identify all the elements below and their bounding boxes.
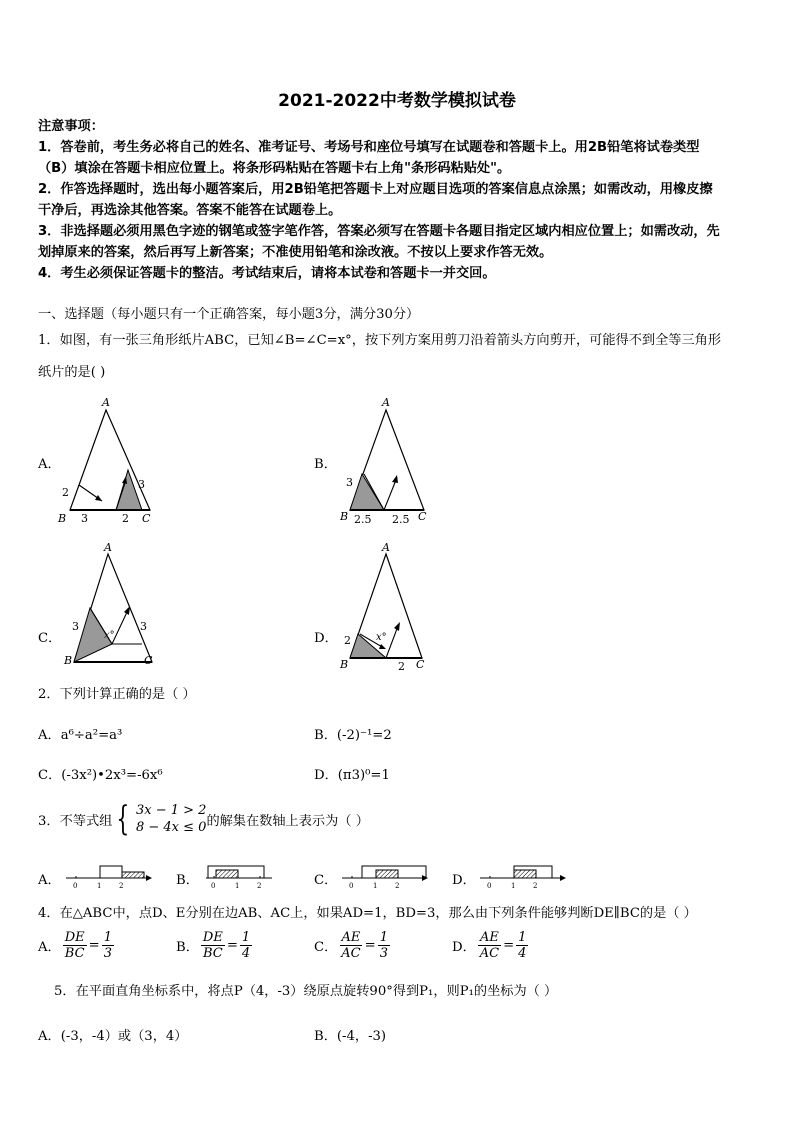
notes-line: 划掉原来的答案，然后再写上新答案；不准使用铅笔和涂改液。不按以上要求作答无效。 bbox=[38, 245, 553, 260]
fraction bbox=[63, 930, 87, 961]
denominator: BC bbox=[64, 946, 85, 961]
tick-label: 1 bbox=[511, 882, 516, 890]
q3-number-line-c bbox=[338, 860, 430, 890]
numerator: 1 bbox=[241, 930, 251, 945]
q3-suffix: 的解集在数轴上表示为（ ） bbox=[206, 813, 369, 829]
question-5-stem: 5．在平面直角坐标系中，将点P（4，-3）绕原点旋转90°得到P₁，则P₁的坐标为（ ） bbox=[54, 984, 558, 999]
fraction bbox=[378, 930, 390, 961]
option-text: (-2)⁻¹=2 bbox=[336, 728, 392, 743]
q1-figure-b bbox=[336, 392, 436, 530]
angle-label: x° bbox=[104, 630, 115, 641]
vertex-c-label: C bbox=[144, 654, 153, 667]
tick-label: 2 bbox=[395, 882, 400, 890]
q1-option-d-label: D． bbox=[314, 631, 338, 646]
q4-option-b bbox=[176, 930, 254, 961]
notes-line: 2．作答选择题时，选出每小题答案后，用2B铅笔把答题卡上对应题目选项的答案信息点涂黑；如需改动，用橡皮擦 bbox=[38, 182, 713, 197]
q3-option-d-label: D． bbox=[452, 873, 476, 888]
q2-option-d bbox=[314, 764, 390, 783]
angle-label: x° bbox=[376, 632, 387, 643]
question-1-stem-cont: 纸片的是( ) bbox=[38, 365, 106, 380]
equals-sign: = bbox=[226, 938, 238, 953]
q1-figure-c bbox=[62, 540, 162, 670]
denominator: 3 bbox=[103, 946, 112, 961]
vertex-a-label: A bbox=[382, 541, 390, 554]
option-label: D． bbox=[452, 940, 476, 955]
vertex-a-label: A bbox=[382, 396, 390, 409]
q3-number-line-d bbox=[476, 860, 568, 890]
question-3-stem bbox=[38, 799, 369, 839]
q1-option-a-label: A． bbox=[38, 457, 61, 472]
inequality-system bbox=[112, 799, 207, 839]
numerator: AE bbox=[341, 930, 361, 945]
denominator: 4 bbox=[241, 946, 251, 961]
option-label: C． bbox=[38, 768, 62, 783]
option-text: a⁶÷a²=a³ bbox=[60, 728, 123, 743]
notes-line: 1．答卷前，考生务必将自己的姓名、准考证号、考场号和座位号填写在试题卷和答题卡上。用2B铅笔将试卷类型 bbox=[38, 140, 700, 155]
tick-label: 0 bbox=[487, 882, 492, 890]
equals-sign: = bbox=[88, 938, 100, 953]
length-label: 3 bbox=[72, 620, 79, 633]
fraction bbox=[478, 930, 501, 961]
notes-heading: 注意事项： bbox=[38, 119, 104, 134]
question-2-stem: 2．下列计算正确的是（ ） bbox=[38, 687, 196, 702]
numerator: DE bbox=[202, 930, 223, 945]
vertex-a-label: A bbox=[104, 541, 112, 554]
tick-label: 2 bbox=[119, 882, 124, 890]
length-label: 3 bbox=[138, 478, 145, 491]
fraction bbox=[516, 930, 528, 961]
numerator: 1 bbox=[379, 930, 388, 945]
option-label: A． bbox=[38, 728, 61, 743]
inequality-row: 8 − 4x ≤ 0 bbox=[135, 820, 207, 835]
option-label: C． bbox=[314, 940, 338, 955]
denominator: BC bbox=[202, 946, 223, 961]
vertex-b-label: B bbox=[340, 658, 349, 670]
numerator: DE bbox=[64, 930, 85, 945]
exam-title: 2021-2022中考数学模拟试卷 bbox=[278, 91, 516, 111]
brace-icon: { bbox=[116, 799, 130, 839]
option-text: (-4，-3) bbox=[336, 1029, 387, 1044]
tick-label: 0 bbox=[73, 882, 78, 890]
length-label: 2 bbox=[344, 634, 351, 647]
inequality-row: 3x − 1 > 2 bbox=[135, 803, 207, 818]
option-label: B． bbox=[314, 728, 337, 743]
fraction bbox=[201, 930, 225, 961]
tick-label: 1 bbox=[235, 882, 240, 890]
fraction bbox=[339, 930, 362, 961]
length-label: 3 bbox=[81, 512, 88, 525]
denominator: 3 bbox=[379, 946, 388, 961]
notes-line: （B）填涂在答题卡相应位置上。将条形码粘贴在答题卡右上角"条形码粘贴处"。 bbox=[38, 161, 511, 176]
q3-option-b-label: B． bbox=[176, 873, 199, 888]
length-label: 2.5 bbox=[392, 513, 410, 526]
q2-option-b bbox=[314, 724, 392, 743]
q1-figure-a bbox=[56, 392, 156, 530]
q3-option-a-label: A． bbox=[38, 873, 61, 888]
q4-option-a bbox=[38, 930, 116, 961]
option-label: A． bbox=[38, 1029, 61, 1044]
numerator: 1 bbox=[518, 930, 527, 945]
notes-line: 4．考生必须保证答题卡的整洁。考试结束后，请将本试卷和答题卡一并交回。 bbox=[38, 266, 496, 281]
tick-label: 1 bbox=[97, 882, 102, 890]
question-1-stem: 1．如图，有一张三角形纸片ABC，已知∠B=∠C=x°，按下列方案用剪刀沿着箭头方向剪开，可能得不到全等三角形 bbox=[38, 333, 722, 348]
vertex-c-label: C bbox=[418, 510, 427, 523]
notes-line: 3．非选择题必须用黑色字迹的钢笔或签字笔作答，答案必须写在答题卡各题目指定区域内相应位置上；如需改动，先 bbox=[38, 224, 720, 239]
vertex-b-label: B bbox=[58, 512, 67, 525]
q4-option-c bbox=[314, 930, 392, 961]
section-heading: 一、选择题（每小题只有一个正确答案，每小题3分，满分30分） bbox=[38, 307, 420, 322]
q3-option-c-label: C． bbox=[314, 873, 338, 888]
length-label: 2 bbox=[398, 660, 405, 670]
q2-option-c bbox=[38, 764, 163, 783]
option-text: (-3x²)•2x³=-6x⁶ bbox=[61, 768, 163, 783]
q5-option-b bbox=[314, 1025, 386, 1044]
q5-option-a bbox=[38, 1025, 187, 1044]
vertex-c-label: C bbox=[416, 658, 425, 670]
tick-label: 0 bbox=[349, 882, 354, 890]
option-text: (π3)⁰=1 bbox=[337, 768, 390, 783]
vertex-b-label: B bbox=[340, 510, 349, 523]
option-label: B． bbox=[176, 940, 199, 955]
option-label: A． bbox=[38, 940, 61, 955]
option-label: B． bbox=[314, 1029, 337, 1044]
fraction bbox=[102, 930, 114, 961]
numerator: AE bbox=[479, 930, 499, 945]
q2-option-a bbox=[38, 724, 122, 743]
denominator: AC bbox=[341, 946, 361, 961]
vertex-a-label: A bbox=[102, 396, 110, 409]
tick-label: 2 bbox=[257, 882, 262, 890]
length-label: 2 bbox=[62, 486, 69, 499]
q3-prefix: 3．不等式组 bbox=[38, 813, 113, 829]
equals-sign: = bbox=[364, 938, 376, 953]
option-text: (-3，-4）或（3，4） bbox=[60, 1029, 188, 1044]
equals-sign: = bbox=[503, 938, 515, 953]
q1-option-c-label: C． bbox=[38, 631, 62, 646]
q4-option-d bbox=[452, 930, 530, 961]
notes-line: 干净后，再选涂其他答案。答案不能答在试题卷上。 bbox=[38, 203, 342, 218]
q3-number-line-a bbox=[62, 860, 154, 890]
option-label: D． bbox=[314, 768, 338, 783]
length-label: 3 bbox=[140, 620, 147, 633]
length-label: 2 bbox=[122, 512, 129, 525]
q1-option-b-label: B． bbox=[314, 457, 337, 472]
vertex-b-label: B bbox=[64, 654, 73, 667]
length-label: 2.5 bbox=[354, 513, 372, 526]
denominator: AC bbox=[479, 946, 500, 961]
numerator: 1 bbox=[103, 930, 112, 945]
denominator: 4 bbox=[518, 946, 527, 961]
q3-number-line-b bbox=[202, 860, 294, 890]
vertex-c-label: C bbox=[142, 512, 151, 525]
fraction bbox=[240, 930, 252, 961]
question-4-stem: 4．在△ABC中，点D、E分别在边AB、AC上，如果AD=1，BD=3，那么由下列条件能够判断DE∥BC的是（ ） bbox=[38, 906, 697, 921]
tick-label: 0 bbox=[211, 882, 216, 890]
q1-figure-d bbox=[336, 540, 436, 670]
tick-label: 1 bbox=[373, 882, 378, 890]
length-label: 3 bbox=[346, 476, 353, 489]
tick-label: 2 bbox=[533, 882, 538, 890]
